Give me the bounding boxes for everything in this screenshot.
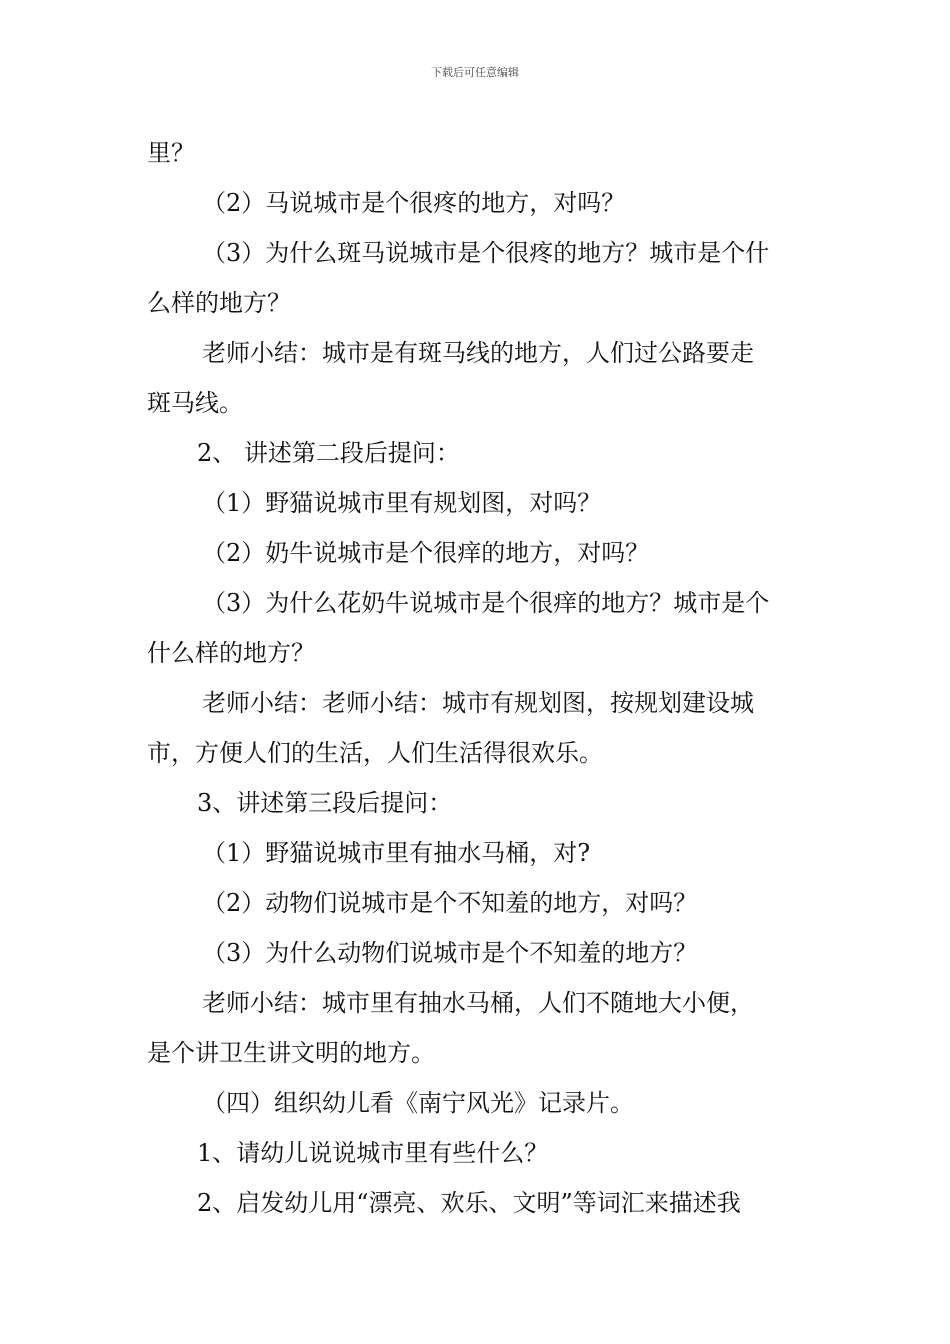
paragraph-line: （2）动物们说城市是个不知羞的地方，对吗？ bbox=[202, 889, 698, 917]
paragraph-line: 老师小结：城市是有斑马线的地方，人们过公路要走 bbox=[202, 339, 754, 367]
paragraph-line: 3、讲述第三段后提问： bbox=[197, 789, 453, 817]
paragraph-line: （四）组织幼儿看《南宁风光》记录片。 bbox=[202, 1089, 634, 1117]
paragraph-line: 么样的地方？ bbox=[147, 289, 291, 317]
paragraph-line: 里？ bbox=[147, 139, 195, 167]
page-header: 下载后可任意编辑 bbox=[431, 66, 519, 79]
paragraph-line: （2）马说城市是个很疼的地方，对吗？ bbox=[202, 189, 626, 217]
paragraph-line: （3）为什么斑马说城市是个很疼的地方？城市是个什 bbox=[202, 239, 770, 267]
paragraph-line: （1）野猫说城市里有规划图，对吗？ bbox=[202, 489, 602, 517]
paragraph-line: 什么样的地方？ bbox=[147, 639, 315, 667]
paragraph-line: 2、启发幼儿用“漂亮、欢乐、文明”等词汇来描述我 bbox=[197, 1189, 741, 1217]
paragraph-line: 1、请幼儿说说城市里有些什么？ bbox=[197, 1139, 549, 1167]
paragraph-line: （2）奶牛说城市是个很痒的地方，对吗？ bbox=[202, 539, 650, 567]
paragraph-line: （3）为什么动物们说城市是个不知羞的地方？ bbox=[202, 939, 698, 967]
paragraph-line: 老师小结：城市里有抽水马桶，人们不随地大小便， bbox=[202, 989, 754, 1017]
paragraph-line: 是个讲卫生讲文明的地方。 bbox=[147, 1039, 435, 1067]
paragraph-line: 老师小结：老师小结：城市有规划图，按规划建设城 bbox=[202, 689, 754, 717]
paragraph-line: 2、 讲述第二段后提问： bbox=[197, 439, 460, 467]
paragraph-line: 市，方便人们的生活，人们生活得很欢乐。 bbox=[147, 739, 603, 767]
paragraph-line: （3）为什么花奶牛说城市是个很痒的地方？城市是个 bbox=[202, 589, 770, 617]
paragraph-line: （1）野猫说城市里有抽水马桶，对? bbox=[202, 839, 591, 867]
paragraph-line: 斑马线。 bbox=[147, 389, 243, 417]
document-body bbox=[147, 128, 817, 1228]
